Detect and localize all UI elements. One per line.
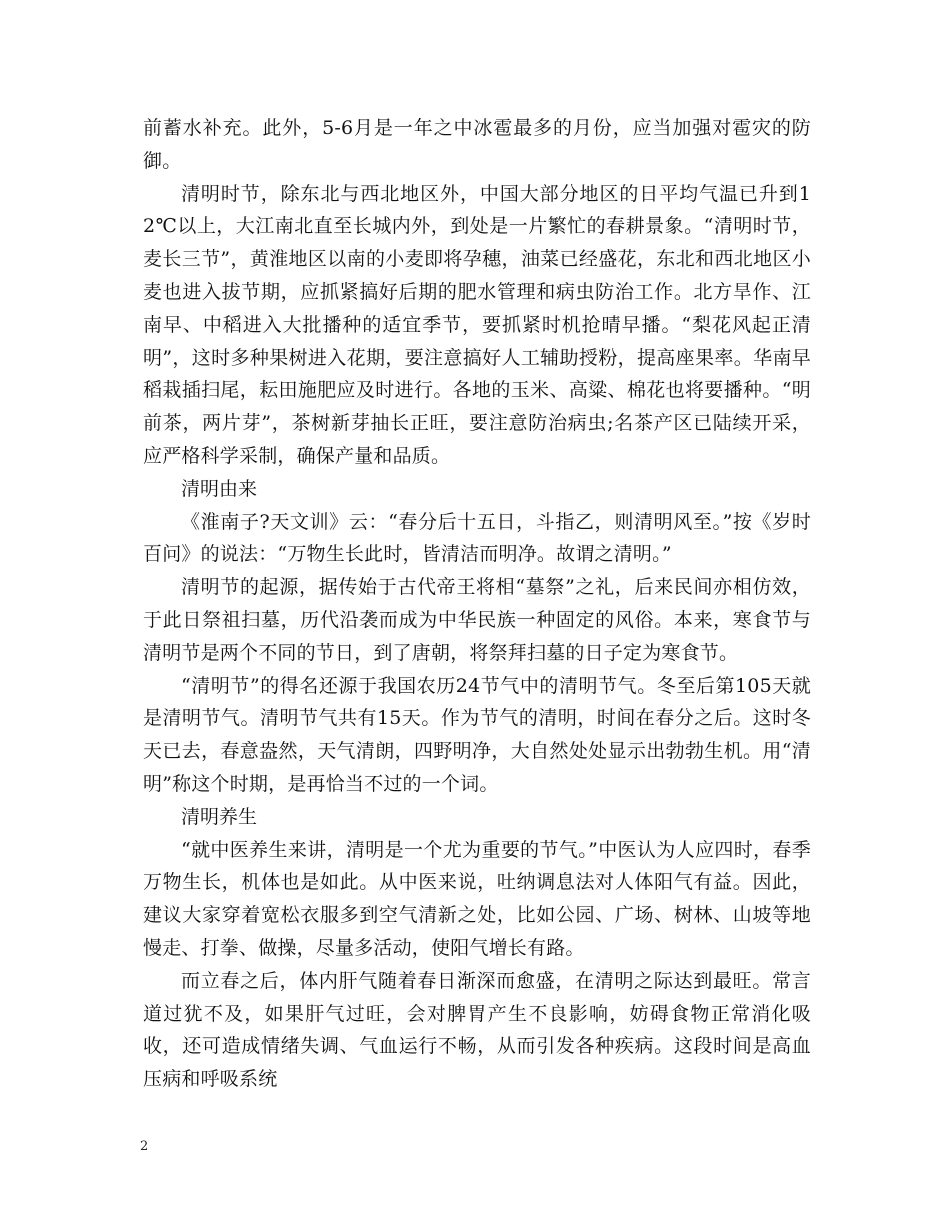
document-body (143, 112, 811, 1096)
paragraph: 清明节的起源，据传始于古代帝王将相“墓祭”之礼，后来民间亦相仿效，于此日祭祖扫墓，历代沿袭而成为中华民族一种固定的风俗。本来，寒食节与清明节是两个不同的节日，到了唐朝，将祭拜扫墓的日子定为寒食节。 (143, 576, 811, 664)
paragraph: 《淮南子?天文训》云：“春分后十五日，斗指乙，则清明风至。”按《岁时百问》的说法：“万物生长此时，皆清洁而明净。故谓之清明。” (143, 510, 811, 566)
paragraph: “就中医养生来讲，清明是一个尤为重要的节气。”中医认为人应四时，春季万物生长，机体也是如此。从中医来说，吐纳调息法对人体阳气有益。因此，建议大家穿着宽松衣服多到空气清新之处，比如公园、广场、树林、山坡等地慢走、打拳、做操，尽量多活动，使阳气增长有路。 (143, 838, 811, 959)
section-heading: 清明养生 (181, 805, 258, 828)
paragraph: 而立春之后，体内肝气随着春日渐深而愈盛，在清明之际达到最旺。常言道过犹不及，如果肝气过旺，会对脾胃产生不良影响，妨碍食物正常消化吸收，还可造成情绪失调、气血运行不畅，从而引发各种疾病。这段时间是高血压病和呼吸系统 (143, 969, 811, 1091)
section-heading: 清明由来 (181, 477, 258, 500)
paragraph: 清明时节，除东北与西北地区外，中国大部分地区的日平均气温已升到12℃以上，大江南北直至长城内外，到处是一片繁忙的春耕景象。“清明时节，麦长三节”，黄淮地区以南的小麦即将孕穗，油菜已经盛花，东北和西北地区小麦也进入拔节期，应抓紧搞好后期的肥水管理和病虫防治工作。北方旱作、江南早、中稻进入大批播种的适宜季节，要抓紧时机抢晴早播。“梨花风起正清明”，这时多种果树进入花期，要注意搞好人工辅助授粉，提高座果率。华南早稻栽插扫尾，耘田施肥应及时进行。各地的玉米、高粱、棉花也将要播种。“明前茶，两片芽”，茶树新芽抽长正旺，要注意防治病虫;名茶产区已陆续开采，应严格科学采制，确保产量和品质。 (143, 182, 811, 467)
paragraph: “清明节”的得名还源于我国农历24节气中的清明节气。冬至后第105天就是清明节气。清明节气共有15天。作为节气的清明，时间在春分之后。这时冬天已去，春意盎然，天气清朗，四野明净，大自然处处显示出勃勃生机。用“清明”称这个时期，是再恰当不过的一个词。 (143, 674, 811, 795)
page-number: 2 (140, 1139, 149, 1154)
paragraph: 前蓄水补充。此外，5-6月是一年之中冰雹最多的月份，应当加强对雹灾的防御。 (143, 117, 811, 172)
